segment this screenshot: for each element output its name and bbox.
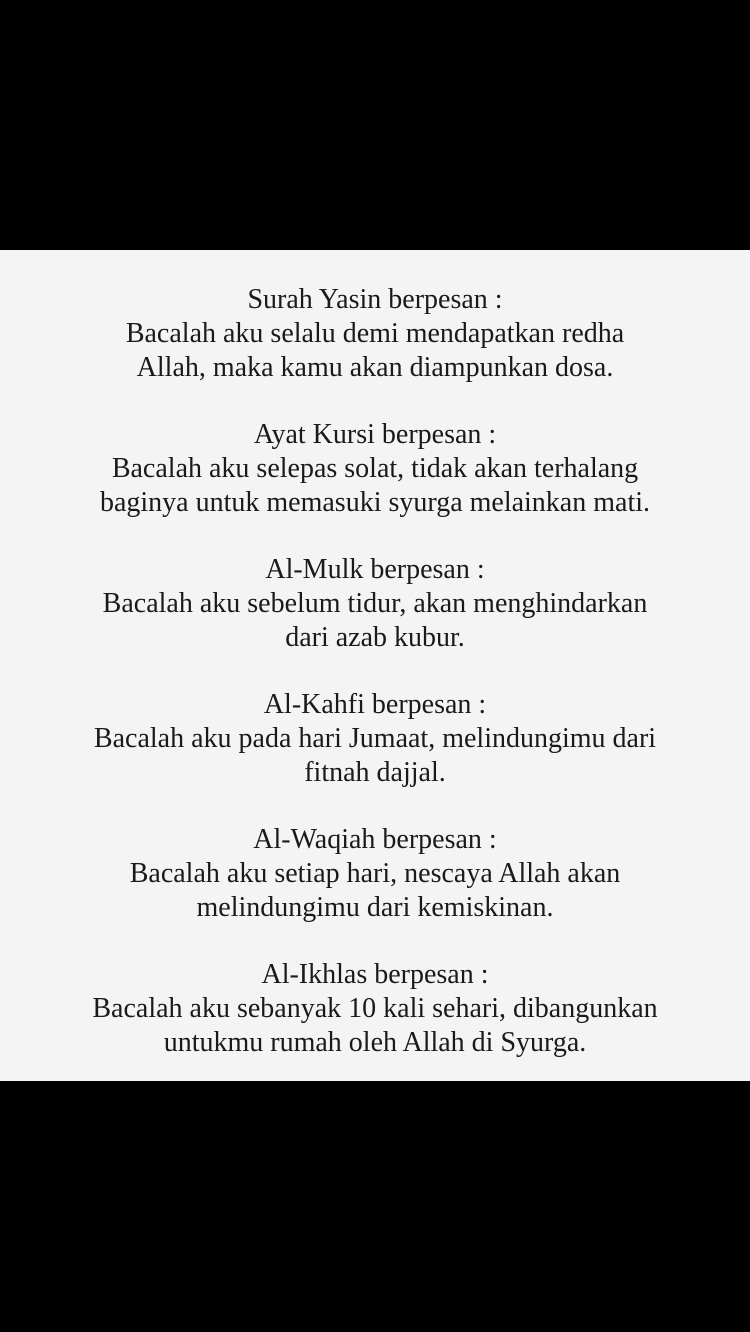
section-al-kahfi bbox=[0, 688, 750, 790]
section-heading: Al-Ikhlas berpesan : bbox=[261, 959, 489, 990]
section-heading: Ayat Kursi berpesan : bbox=[253, 419, 497, 450]
section-surah-yasin bbox=[0, 283, 750, 385]
section-ayat-kursi bbox=[0, 418, 750, 520]
section-line: melindungimu dari kemiskinan. bbox=[196, 892, 554, 923]
section-line: Bacalah aku sebanyak 10 kali sehari, dibangunkan bbox=[92, 993, 658, 1024]
section-line: Bacalah aku sebelum tidur, akan menghindarkan bbox=[102, 588, 648, 619]
section-al-mulk bbox=[0, 553, 750, 655]
section-line: untukmu rumah oleh Allah di Syurga. bbox=[163, 1027, 587, 1058]
quote-card bbox=[0, 250, 750, 1081]
section-line: Bacalah aku setiap hari, nescaya Allah akan bbox=[129, 858, 621, 889]
section-heading: Al-Waqiah berpesan : bbox=[253, 824, 497, 855]
section-line: Bacalah aku pada hari Jumaat, melindungimu dari bbox=[93, 723, 657, 754]
section-line: baginya untuk memasuki syurga melainkan mati. bbox=[99, 487, 651, 518]
section-line: Bacalah aku selepas solat, tidak akan terhalang bbox=[111, 453, 639, 484]
section-line: Allah, maka kamu akan diampunkan dosa. bbox=[136, 352, 614, 383]
section-al-waqiah bbox=[0, 823, 750, 925]
section-heading: Al-Mulk berpesan : bbox=[265, 554, 485, 585]
section-al-ikhlas bbox=[0, 958, 750, 1060]
section-heading: Surah Yasin berpesan : bbox=[247, 284, 503, 315]
section-heading: Al-Kahfi berpesan : bbox=[263, 689, 487, 720]
section-line: dari azab kubur. bbox=[285, 622, 465, 653]
top-black-bar bbox=[0, 0, 750, 250]
section-line: fitnah dajjal. bbox=[304, 757, 446, 788]
section-line: Bacalah aku selalu demi mendapatkan redha bbox=[125, 318, 625, 349]
bottom-black-bar bbox=[0, 1081, 750, 1332]
quote-text-block bbox=[0, 283, 750, 1060]
